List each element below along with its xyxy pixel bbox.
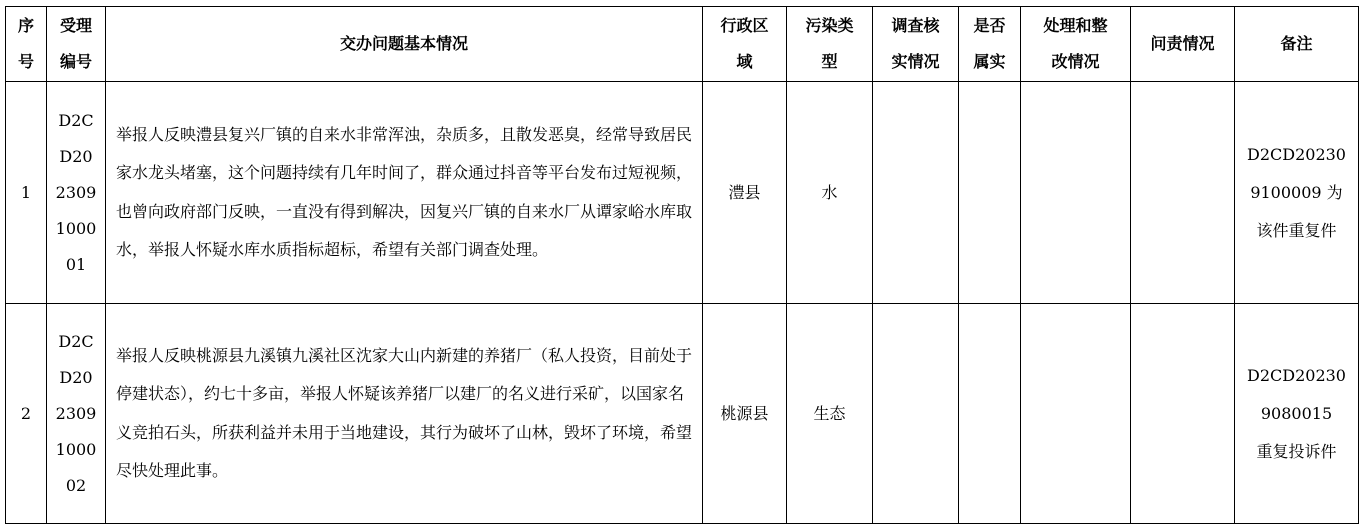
cell-accept-no: D2C D20 2309 1000 02	[47, 304, 106, 524]
cell-verification	[873, 304, 959, 524]
cell-remarks: D2CD20230 9100009 为 该件重复件	[1235, 82, 1359, 304]
header-is-true: 是否 属实	[959, 7, 1021, 82]
header-handling: 处理和整 改情况	[1021, 7, 1131, 82]
table-row	[6, 82, 1359, 304]
cell-is-true	[959, 304, 1021, 524]
header-row	[6, 7, 1359, 82]
cell-accountability	[1131, 82, 1235, 304]
header-accountability: 问责情况	[1131, 7, 1235, 82]
cell-verification	[873, 82, 959, 304]
cell-district: 桃源县	[703, 304, 787, 524]
cell-description: 举报人反映澧县复兴厂镇的自来水非常浑浊，杂质多，且散发恶臭，经常导致居民家水龙头堵塞，这个问题持续有几年时间了，群众通过抖音等平台发布过短视频，也曾向政府部门反映，一直没有得到解决，因复兴厂镇的自来水厂从谭家峪水库取水，举报人怀疑水库水质指标超标，希望有关部门调查处理。	[106, 82, 703, 304]
header-remarks: 备注	[1235, 7, 1359, 82]
header-accept-no: 受理 编号	[47, 7, 106, 82]
header-pollution-type: 污染类 型	[787, 7, 873, 82]
cell-accept-no: D2C D20 2309 1000 01	[47, 82, 106, 304]
cell-pollution-type: 水	[787, 82, 873, 304]
header-seq: 序 号	[6, 7, 47, 82]
cell-accountability	[1131, 304, 1235, 524]
header-verification: 调查核 实情况	[873, 7, 959, 82]
cell-remarks: D2CD20230 9080015 重复投诉件	[1235, 304, 1359, 524]
cell-handling	[1021, 304, 1131, 524]
cell-seq: 1	[6, 82, 47, 304]
table-row	[6, 304, 1359, 524]
cell-handling	[1021, 82, 1131, 304]
cell-district: 澧县	[703, 82, 787, 304]
cell-seq: 2	[6, 304, 47, 524]
header-district: 行政区 域	[703, 7, 787, 82]
cell-is-true	[959, 82, 1021, 304]
cell-pollution-type: 生态	[787, 304, 873, 524]
complaint-table	[5, 6, 1359, 524]
header-description: 交办问题基本情况	[106, 7, 703, 82]
cell-description: 举报人反映桃源县九溪镇九溪社区沈家大山内新建的养猪厂（私人投资，目前处于停建状态），约七十多亩，举报人怀疑该养猪厂以建厂的名义进行采矿，以国家名义竞拍石头，所获利益并未用于当地建设，其行为破坏了山林，毁坏了环境，希望尽快处理此事。	[106, 304, 703, 524]
